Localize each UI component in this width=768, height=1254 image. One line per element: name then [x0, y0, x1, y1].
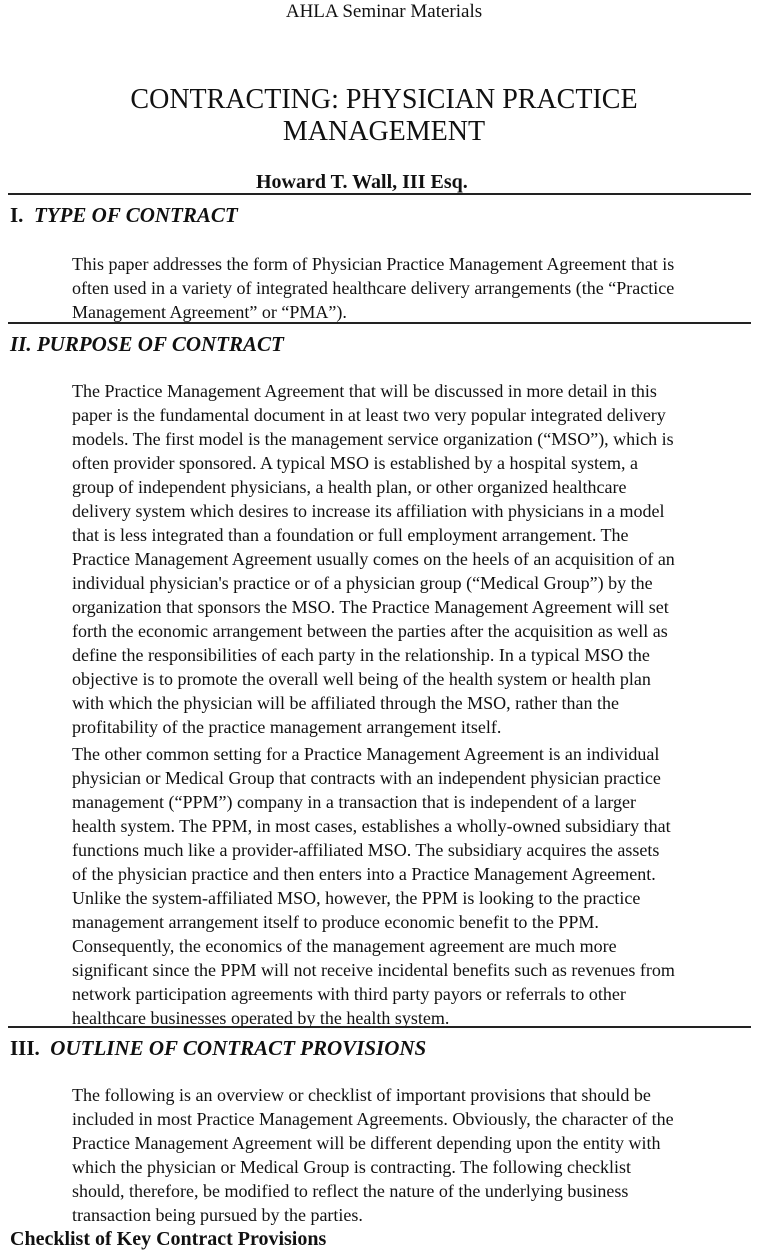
text-line: healthcare businesses operated by the health system. — [72, 1008, 450, 1028]
text-line: transaction being pursued by the parties. — [72, 1205, 363, 1225]
text-line: This paper addresses the form of Physician Practice Management Agreement that is — [72, 254, 675, 274]
text-line: with which the physician will be affiliated through the MSO, rather than the — [72, 693, 620, 713]
text-line: The Practice Management Agreement that will be discussed in more detail in this — [72, 381, 657, 401]
text-line: that is less integrated than a foundation or full employment arrangement. The — [72, 525, 629, 545]
text-line: management (“PPM”) company in a transaction that is independent of a larger — [72, 792, 636, 812]
text-line: Management Agreement” or “PMA”). — [72, 302, 347, 322]
text-line: objective is to promote the overall well being of the health system or health plan — [72, 669, 651, 689]
text-line: Practice Management Agreement usually comes on the heels of an acquisition of an — [72, 549, 675, 569]
text-line: models. The first model is the management service organization (“MSO”), which is — [72, 429, 674, 449]
section-divider — [8, 322, 751, 324]
text-line: Consequently, the economics of the management agreement are much more — [72, 936, 617, 956]
section-title: TYPE OF CONTRACT — [33, 203, 238, 227]
text-line: profitability of the practice management arrangement itself. — [72, 717, 502, 737]
text-line: define the responsibilities of each party in the relationship. In a typical MSO the — [72, 645, 650, 665]
text-line: functions much like a provider-affiliated MSO. The subsidiary acquires the assets — [72, 840, 660, 860]
section-title: OUTLINE OF CONTRACT PROVISIONS — [50, 1036, 427, 1060]
text-line: which the physician or Medical Group is contracting. The following checklist — [72, 1157, 632, 1177]
text-line: The following is an overview or checklist of important provisions that should be — [72, 1085, 651, 1105]
text-line: The other common setting for a Practice Management Agreement is an individual — [72, 744, 660, 764]
section-title: PURPOSE OF CONTRACT — [36, 332, 284, 356]
checklist-heading: Checklist of Key Contract Provisions — [10, 1228, 327, 1250]
running-head: AHLA Seminar Materials — [285, 1, 483, 22]
text-line: health system. The PPM, in most cases, establishes a wholly-owned subsidiary that — [72, 816, 671, 836]
title-line-1: CONTRACTING: PHYSICIAN PRACTICE — [130, 84, 638, 115]
text-line: Unlike the system-affiliated MSO, however, the PPM is looking to the practice — [72, 888, 641, 908]
text-line: should, therefore, be modified to reflect the nature of the underlying business — [72, 1181, 629, 1201]
text-line: often used in a variety of integrated healthcare delivery arrangements (the “Practice — [72, 278, 675, 298]
text-line: included in most Practice Management Agreements. Obviously, the character of the — [72, 1109, 674, 1129]
section-divider — [8, 1026, 751, 1028]
text-line: management arrangement itself to produce economic benefit to the PPM. — [72, 912, 599, 932]
text-line: physician or Medical Group that contracts with an independent physician practice — [72, 768, 661, 788]
section-1-heading — [10, 202, 238, 228]
text-line: Practice Management Agreement will be different depending upon the entity with — [72, 1133, 661, 1153]
section-2-paragraph-1 — [72, 379, 764, 739]
section-number: II. — [10, 332, 32, 356]
section-1-paragraph — [72, 252, 764, 324]
text-line: individual physician's practice or of a physician group (“Medical Group”) by the — [72, 573, 653, 593]
text-line: significant since the PPM will not receive incidental benefits such as revenues from — [72, 960, 675, 980]
text-line: often provider sponsored. A typical MSO is established by a hospital system, a — [72, 453, 638, 473]
section-2-heading — [10, 331, 284, 357]
text-line: delivery system which desires to increase its affiliation with physicians in a model — [72, 501, 665, 521]
section-divider — [8, 193, 751, 195]
section-number: I. — [10, 203, 24, 227]
text-line: organization that sponsors the MSO. The Practice Management Agreement will set — [72, 597, 669, 617]
title-line-2: MANAGEMENT — [282, 116, 486, 147]
text-line: paper is the fundamental document in at least two very popular integrated delivery — [72, 405, 666, 425]
text-line: of the physician practice and then enters into a Practice Management Agreement. — [72, 864, 656, 884]
section-number: III. — [10, 1036, 40, 1060]
section-3-paragraph — [72, 1083, 764, 1227]
text-line: group of independent physicians, a health plan, or other organized healthcare — [72, 477, 627, 497]
text-line: network participation agreements with third party payors or referrals to other — [72, 984, 626, 1004]
author-name: Howard T. Wall, III Esq. — [256, 171, 468, 193]
section-2-paragraph-2 — [72, 742, 764, 1030]
section-3-heading — [10, 1035, 426, 1061]
text-line: forth the economic arrangement between the parties after the acquisition as well as — [72, 621, 668, 641]
document-title — [0, 84, 768, 148]
